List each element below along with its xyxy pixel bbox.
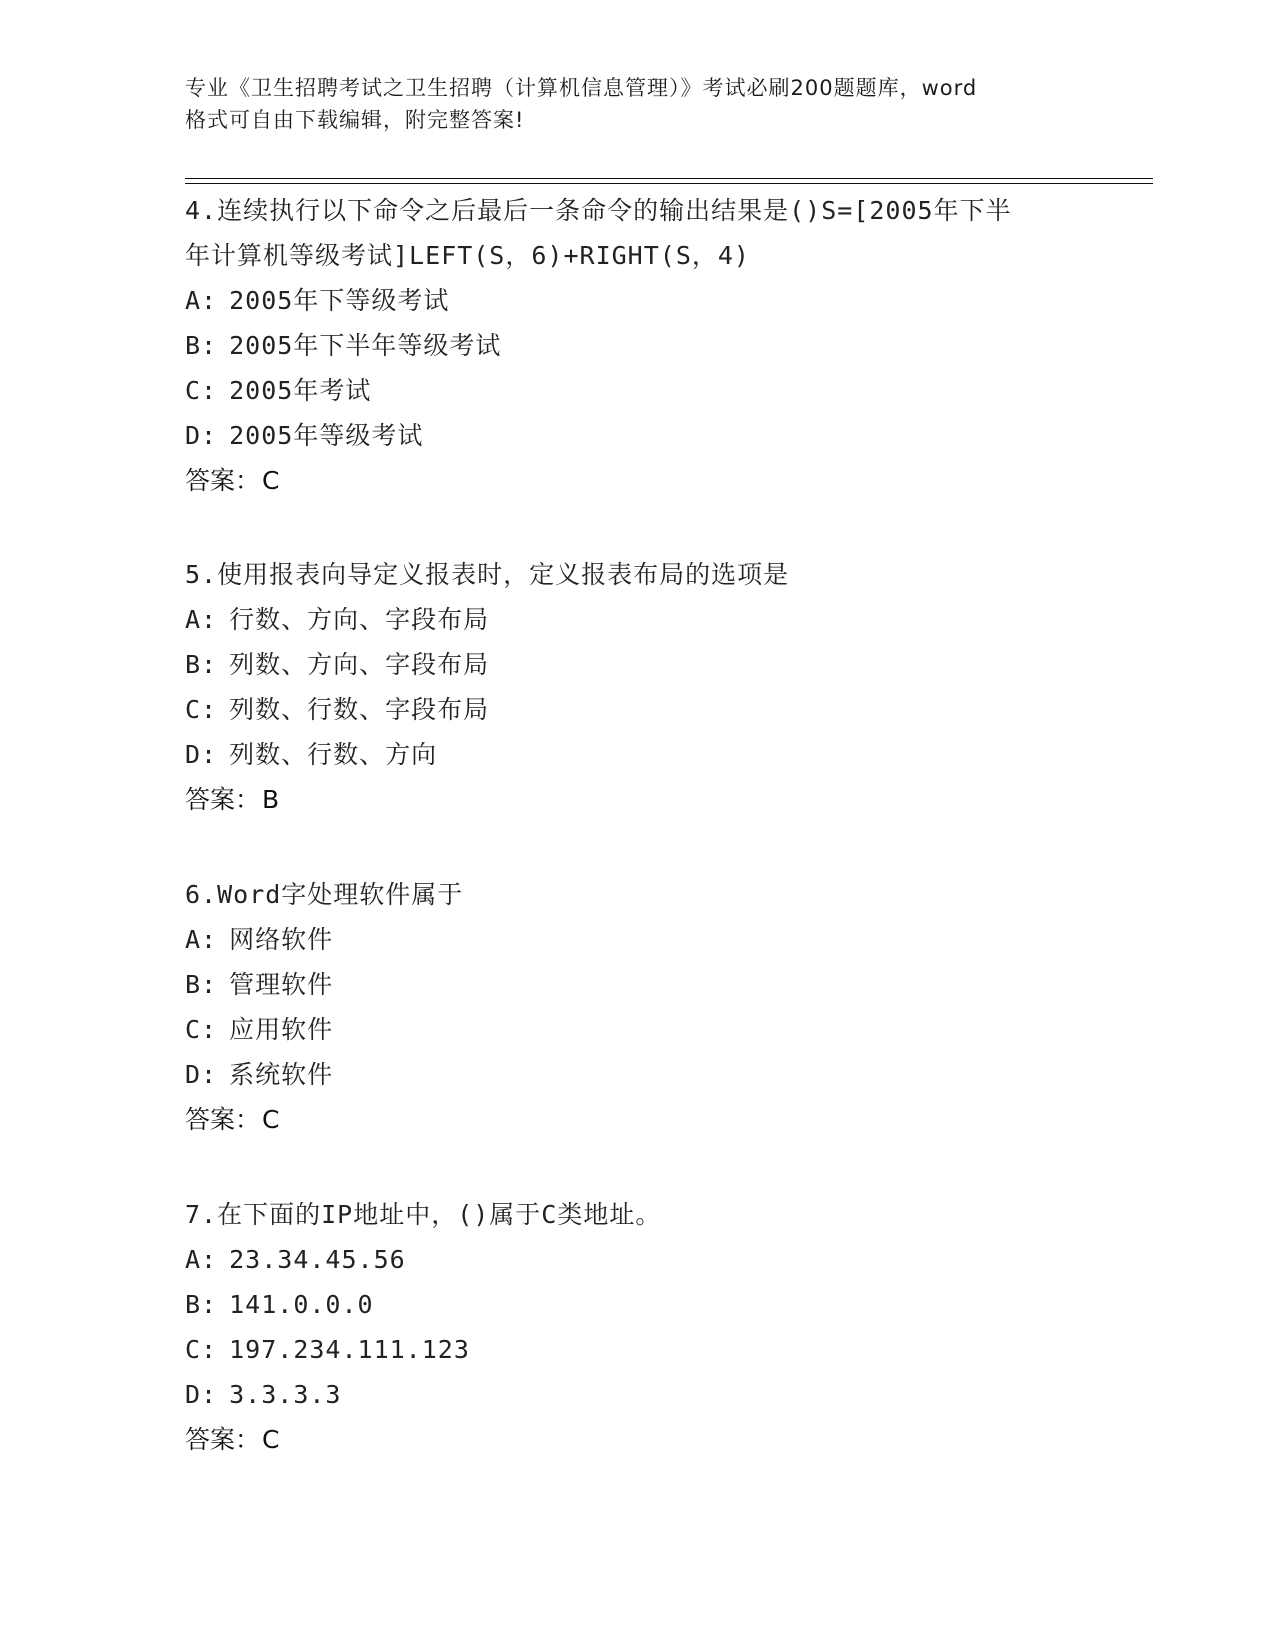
- answer-value: C: [262, 466, 280, 495]
- option-text: 应用软件: [229, 1015, 334, 1044]
- option-c: [185, 1327, 1085, 1372]
- header-line-1: 专业《卫生招聘考试之卫生招聘（计算机信息管理）》考试必刷200题题库，word: [185, 76, 978, 100]
- option-letter: A:: [185, 1245, 218, 1274]
- question-6: [185, 872, 1085, 1142]
- option-letter: C:: [185, 376, 218, 405]
- option-text: 网络软件: [229, 925, 334, 954]
- option-letter: C:: [185, 1335, 218, 1364]
- answer-value: B: [262, 785, 280, 814]
- option-letter: D:: [185, 1060, 218, 1089]
- option-letter: B:: [185, 1290, 218, 1319]
- answer-label: 答案：: [185, 1425, 261, 1454]
- option-text: 23.34.45.56: [229, 1245, 406, 1274]
- option-text: 2005年下等级考试: [229, 286, 450, 315]
- question-text: 4.连续执行以下命令之后最后一条命令的输出结果是()S=[2005年下半: [185, 196, 1012, 225]
- answer-value: C: [262, 1425, 280, 1454]
- option-c: [185, 368, 1085, 413]
- option-text: 行数、方向、字段布局: [229, 605, 490, 634]
- question-text: 5.使用报表向导定义报表时，定义报表布局的选项是: [185, 560, 790, 589]
- option-d: [185, 413, 1085, 458]
- option-b: [185, 1282, 1085, 1327]
- option-b: [185, 642, 1085, 687]
- answer-value: C: [262, 1105, 280, 1134]
- option-b: [185, 323, 1085, 368]
- question-text: 7.在下面的IP地址中，()属于C类地址。: [185, 1200, 662, 1229]
- option-text: 管理软件: [229, 970, 334, 999]
- question-4: [185, 188, 1085, 503]
- option-a: [185, 278, 1085, 323]
- option-letter: B:: [185, 650, 218, 679]
- answer-label: 答案：: [185, 1105, 261, 1134]
- answer-label: 答案：: [185, 785, 261, 814]
- document-header: [185, 72, 1085, 136]
- option-d: [185, 1052, 1085, 1097]
- question-text: 6.Word字处理软件属于: [185, 880, 464, 909]
- answer-label: 答案：: [185, 466, 261, 495]
- option-letter: C:: [185, 1015, 218, 1044]
- option-text: 2005年等级考试: [229, 421, 424, 450]
- option-a: [185, 597, 1085, 642]
- answer-line: [185, 1417, 1085, 1462]
- option-letter: D:: [185, 421, 218, 450]
- option-text: 列数、方向、字段布局: [229, 650, 490, 679]
- question-7: [185, 1192, 1085, 1462]
- option-text: 197.234.111.123: [229, 1335, 470, 1364]
- option-d: [185, 1372, 1085, 1417]
- answer-line: [185, 458, 1085, 503]
- option-text: 2005年考试: [229, 376, 372, 405]
- option-c: [185, 1007, 1085, 1052]
- option-text: 列数、行数、方向: [229, 740, 438, 769]
- answer-line: [185, 777, 1085, 822]
- answer-line: [185, 1097, 1085, 1142]
- option-letter: B:: [185, 331, 218, 360]
- option-b: [185, 962, 1085, 1007]
- option-a: [185, 917, 1085, 962]
- option-text: 3.3.3.3: [229, 1380, 342, 1409]
- option-c: [185, 687, 1085, 732]
- option-letter: D:: [185, 1380, 218, 1409]
- option-text: 2005年下半年等级考试: [229, 331, 502, 360]
- option-letter: C:: [185, 695, 218, 724]
- option-letter: A:: [185, 605, 218, 634]
- option-letter: A:: [185, 286, 218, 315]
- question-5: [185, 552, 1085, 822]
- option-letter: B:: [185, 970, 218, 999]
- option-text: 列数、行数、字段布局: [229, 695, 490, 724]
- option-letter: D:: [185, 740, 218, 769]
- option-a: [185, 1237, 1085, 1282]
- header-divider-top: [185, 178, 1153, 179]
- option-text: 系统软件: [229, 1060, 334, 1089]
- header-divider-bottom: [185, 183, 1153, 184]
- header-line-2: 格式可自由下载编辑，附完整答案!: [185, 108, 525, 132]
- option-d: [185, 732, 1085, 777]
- question-text-continued: 年计算机等级考试]LEFT(S，6)+RIGHT(S，4): [185, 241, 750, 270]
- option-letter: A:: [185, 925, 218, 954]
- option-text: 141.0.0.0: [229, 1290, 374, 1319]
